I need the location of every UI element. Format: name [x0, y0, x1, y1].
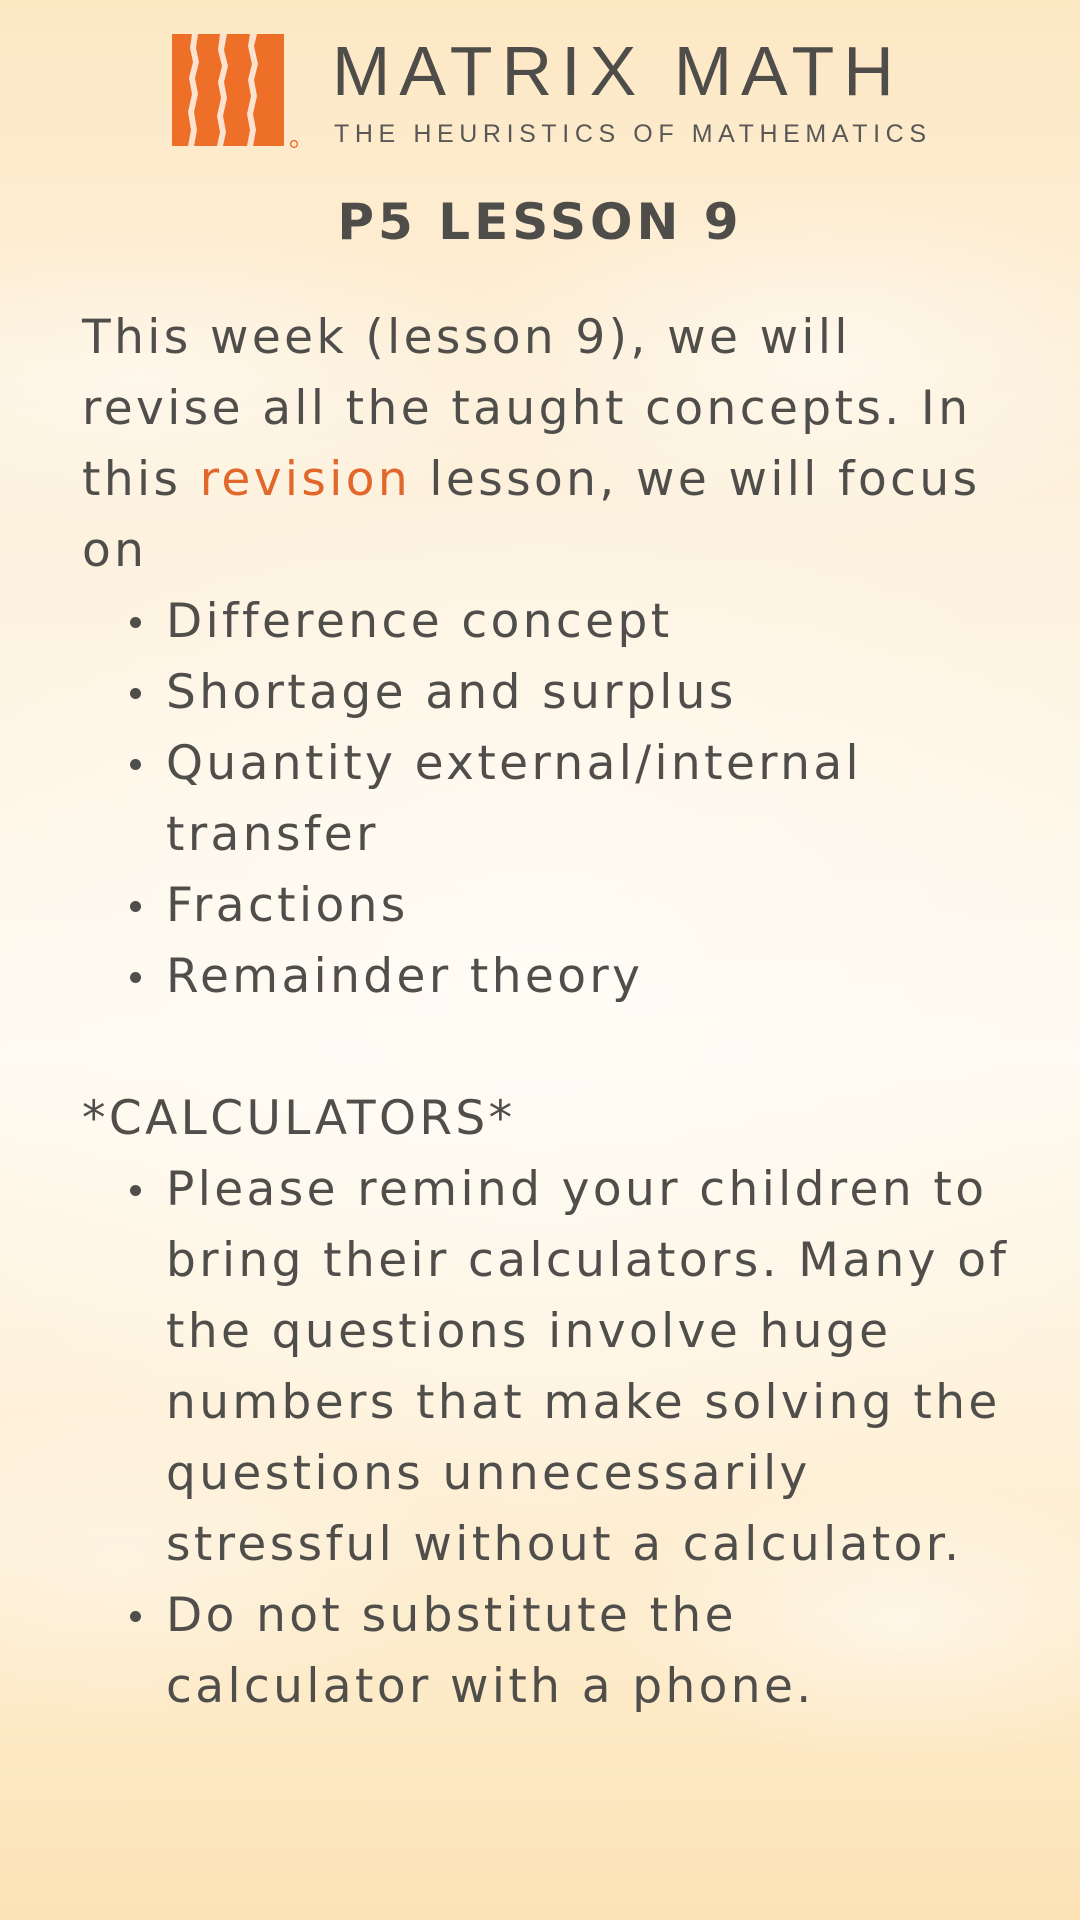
- brand-name: MATRIX MATH: [332, 32, 903, 110]
- bullet-icon: [130, 688, 141, 699]
- topic-item: [166, 728, 1012, 870]
- calculator-note-text: Please remind your children to bring their calculators. Many of the questions involve huge numbers that make solving the questions unnecessarily stressful without a calculator.: [166, 1162, 1010, 1572]
- matrix-math-logo-icon: [172, 34, 300, 150]
- revision-highlight: revision: [199, 452, 412, 507]
- calculator-note-text: Do not substitute the calculator with a phone.: [166, 1588, 815, 1714]
- calculator-note: [166, 1154, 1012, 1580]
- topic-label: Fractions: [166, 878, 409, 933]
- topic-item: [166, 586, 1012, 657]
- calculators-heading: *CALCULATORS*: [82, 1091, 516, 1146]
- lesson-title: P5 LESSON 9: [337, 193, 743, 251]
- topic-label: Remainder theory: [166, 949, 644, 1004]
- topic-label: Shortage and surplus: [166, 665, 737, 720]
- bullet-icon: [130, 1611, 141, 1622]
- brand-header: [172, 32, 952, 152]
- bullet-icon: [130, 901, 141, 912]
- topic-item: [166, 941, 1012, 1012]
- bullet-icon: [130, 972, 141, 983]
- bullet-icon: [130, 617, 141, 628]
- topic-list: [82, 586, 1012, 1012]
- calculator-note: [166, 1580, 1012, 1722]
- bullet-icon: [130, 759, 141, 770]
- intro-paragraph: [82, 302, 1012, 586]
- bullet-icon: [130, 1185, 141, 1196]
- topic-item: [166, 657, 1012, 728]
- section-spacer: [82, 1012, 1012, 1083]
- calculator-notes-list: [82, 1154, 1012, 1722]
- intro-text-start: This week (lesson 9), we will revise all the taught concepts. In this: [82, 310, 972, 507]
- topic-label: Difference concept: [166, 594, 673, 649]
- intro-text-end: lesson, we will focus on: [82, 452, 981, 578]
- topic-item: [166, 870, 1012, 941]
- brand-tagline: THE HEURISTICS OF MATHEMATICS: [334, 120, 932, 148]
- topic-label: Quantity external/internal transfer: [166, 736, 863, 862]
- lesson-content: [82, 302, 1012, 1722]
